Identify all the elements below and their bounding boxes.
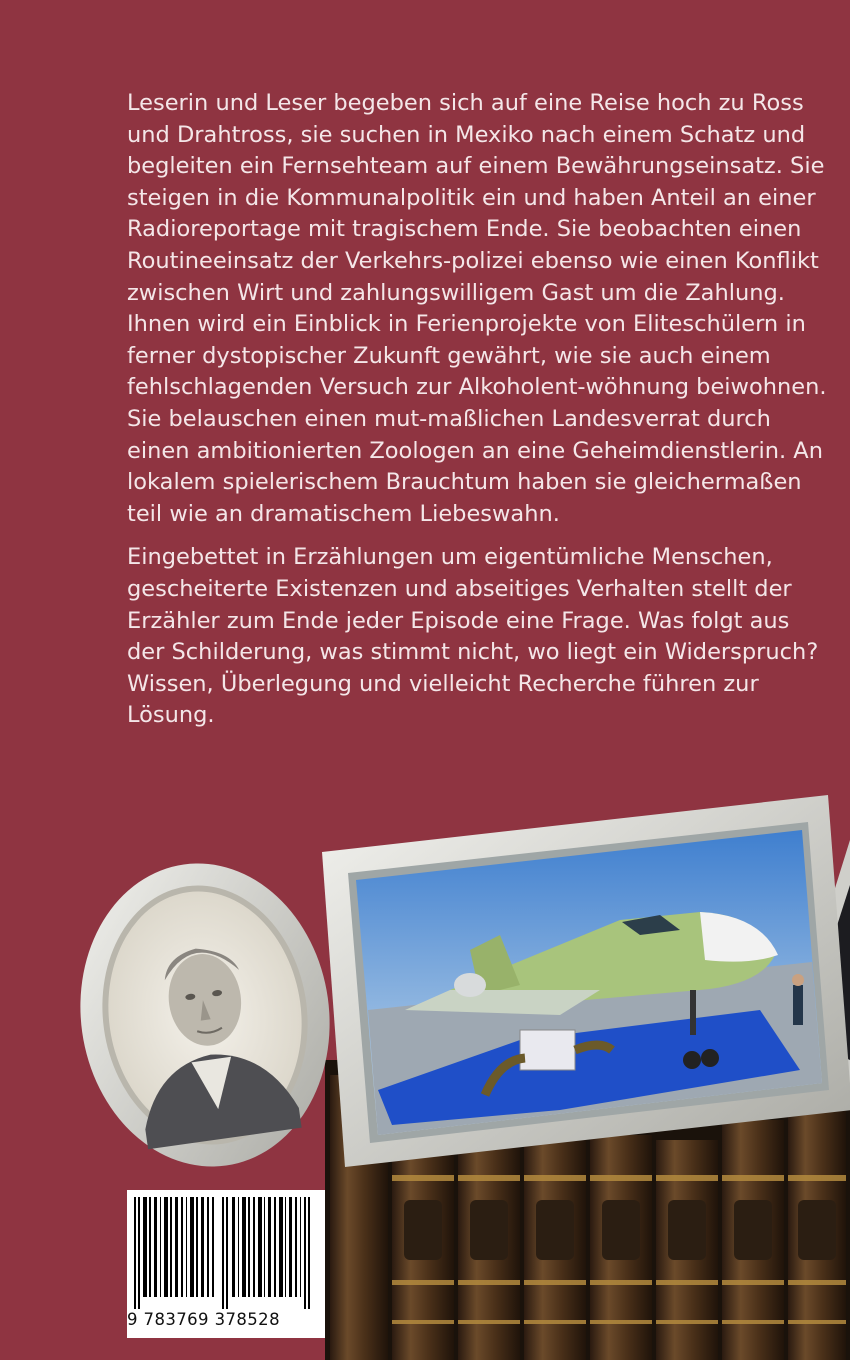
blurb-paragraph-1: Leserin und Leser begeben sich auf eine Reise hoch zu Ross und Drahtross, sie suchen in Mexiko nach einem Schatz und begleiten ein Fernsehteam auf einem Bewährungseinsatz. Sie steigen in die Kommunalpolitik ein und haben Anteil an einer Radioreportage mit tragischem Ende. Sie beobachten einen Routineeinsatz der Verkehrs-polizei ebenso wie einen Konflikt zwischen Wirt und zahlungswilligem Gast um die Zahlung. Ihnen wird ein Einblick in Ferienprojekte von Eliteschülern in ferner dystopischer Zukunft gewährt, wie sie auch einem fehlschlagenden Versuch zur Alkoholent-wöhnung beiwohnen. Sie belauschen einen mut-maßlichen Landesverrat durch einen ambitionierten Zoologen an eine Geheimdienstlerin. An lokalem spielerischem Brauchtum haben sie gleichermaßen teil wie an dramatischem Liebeswahn. [127, 90, 827, 527]
barcode-bars [134, 1197, 310, 1309]
blurb-paragraph-2: Eingebettet in Erzählungen um eigentümliche Menschen, gescheiterte Existenzen und abseitiges Verhalten stellt der Erzähler zum Ende jeder Episode eine Frage. Was folgt aus der Schilderung, was stimmt nicht, wo liegt ein Widerspruch? Wissen, Überlegung und vielleicht Recherche führen zur Lösung. [127, 544, 819, 729]
portrait-frame [61, 847, 349, 1183]
airplane-photo-frame [322, 795, 850, 1167]
back-cover-blurb [127, 88, 827, 744]
isbn-number: 9 783769 378528 [127, 1310, 280, 1329]
